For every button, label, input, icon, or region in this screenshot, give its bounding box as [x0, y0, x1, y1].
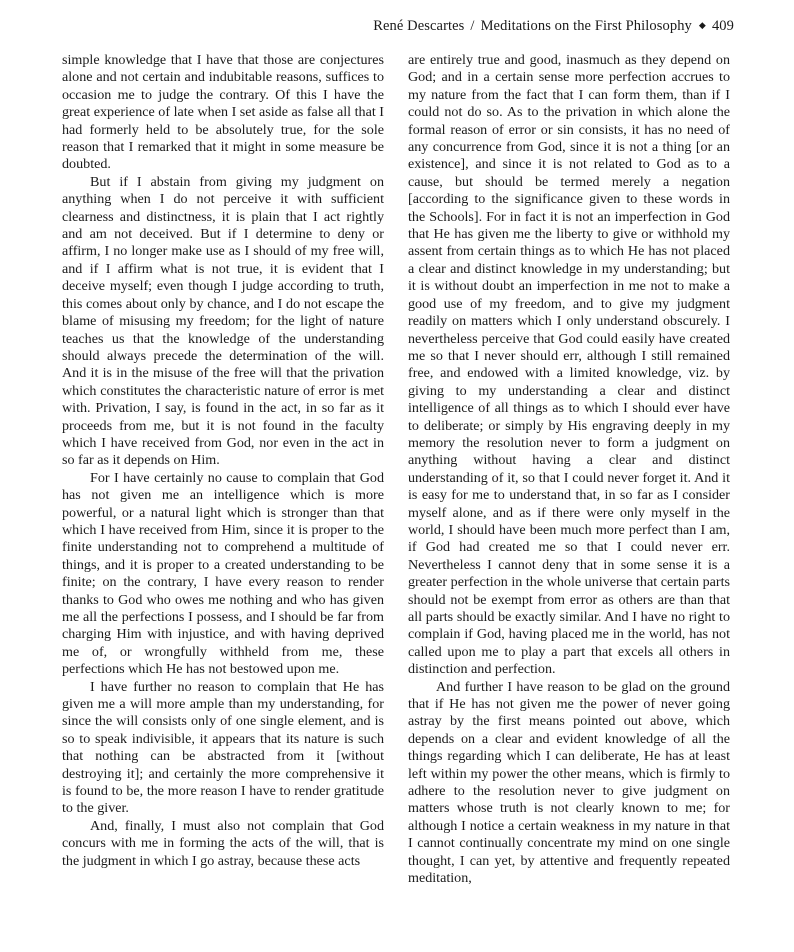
left-column — [62, 52, 384, 870]
right-column — [408, 52, 730, 888]
running-head — [373, 18, 734, 35]
paragraph: For I have certainly no cause to complain that God has not given me an intelligence which is more powerful, or a natural light which is stronger than that which I have received from Him, since it is proper to the finite understanding not to comprehend a multitude of things, and it is proper to a created understanding to be finite; on the contrary, I have every reason to render thanks to God who owes me nothing and who has given me all the perfections I possess, and I should be far from charging Him with injustice, and with having deprived me of, or wrongfully withheld from me, these perfections which He has not bestowed upon me. — [62, 469, 384, 678]
paragraph: And further I have reason to be glad on the ground that if He has not given me the power of never going astray by the first means pointed out above, which depends on a clear and evident knowledge of all the things regarding which I can deliberate, He has at least left within my power the other means, which is firmly to adhere to the resolution never to give judgment on matters whose truth is not clearly known to me; for although I notice a certain weakness in my nature in that I cannot continually concentrate my mind on one single thought, I can yet, by attentive and frequently repeated meditation, — [408, 678, 730, 887]
header-author: René Descartes — [373, 18, 465, 34]
paragraph: are entirely true and good, inasmuch as they depend on God; and in a certain sense more perfection accrues to my nature from the fact that I can form them, than if I could not do so. As to the privation in which alone the formal reason of error or sin consists, it has no need of any concurrence from God, since it is not a thing [or an existence], and since it is not related to God as to a cause, but should be termed merely a negation [according to the significance given to these words in the Schools]. For in fact it is not an imperfection in God that He has given me the liberty to give or withhold my assent from certain things as to which He has not placed a clear and distinct knowledge in my understanding; but it is without doubt an imperfection in me not to make a good use of my freedom, and to give my judgment readily on matters which I only understand obscurely. I nevertheless perceive that God could easily have created me so that I never should err, although I still remained free, and endowed with a limited knowledge, viz. by giving to my understanding a clear and distinct intelligence of all things as to which I should ever have to deliberate; or simply by His engraving deeply in my memory the resolution never to form a judgment on anything without having a clear and distinct understanding of it, so that I could never forget it. And it is easy for me to understand that, in so far as I consider myself alone, and as if there were only myself in the world, I should have been much more perfect than I am, if God had created me so that I could never err. Nevertheless I cannot deny that in some sense it is a greater perfection in the whole universe that certain parts should not be exempt from error as others are than that all parts should be exactly similar. And I have no right to complain if God, having placed me in the world, has not called upon me to play a part that excels all others in distinction and perfection. — [408, 52, 730, 678]
header-separator: / — [470, 18, 475, 34]
paragraph: But if I abstain from giving my judgment on anything when I do not perceive it with sufficient clearness and distinctness, it is plain that I act rightly and am not deceived. But if I determine to deny or affirm, I no longer make use as I should of my free will, and if I affirm what is not true, it is evident that I deceive myself; even though I judge according to truth, this comes about only by chance, and I do not escape the blame of misusing my freedom; for the light of nature teaches us that the knowledge of the understanding should always precede the determination of the will. And it is in the misuse of the free will that the privation which constitutes the characteristic nature of error is met with. Privation, I say, is found in the act, in so far as it proceeds from me, but it is not found in the faculty which I have received from God, nor even in the act in so far as it depends on Him. — [62, 173, 384, 469]
paragraph: I have further no reason to complain that He has given me a will more ample than my understanding, for since the will consists only of one single element, and is so to speak indivisible, it appears that its nature is such that nothing can be abstracted from it [without destroying it]; and certainly the more comprehensive it is found to be, the more reason I have to render gratitude to the giver. — [62, 678, 384, 817]
diamond-ornament-icon: ◆ — [698, 20, 706, 30]
page-number: 409 — [711, 18, 734, 34]
paragraph: simple knowledge that I have that those are conjectures alone and not certain and indubitable reasons, suffices to occasion me to judge the contrary. Of this I have the great experience of late when I set aside as false all that I had formerly held to be absolutely true, for the sole reason that I remarked that it might in some measure be doubted. — [62, 52, 384, 173]
paragraph: And, finally, I must also not complain that God concurs with me in forming the acts of the will, that is the judgment in which I go astray, because these acts — [62, 817, 384, 869]
header-title: Meditations on the First Philosophy — [480, 18, 692, 34]
